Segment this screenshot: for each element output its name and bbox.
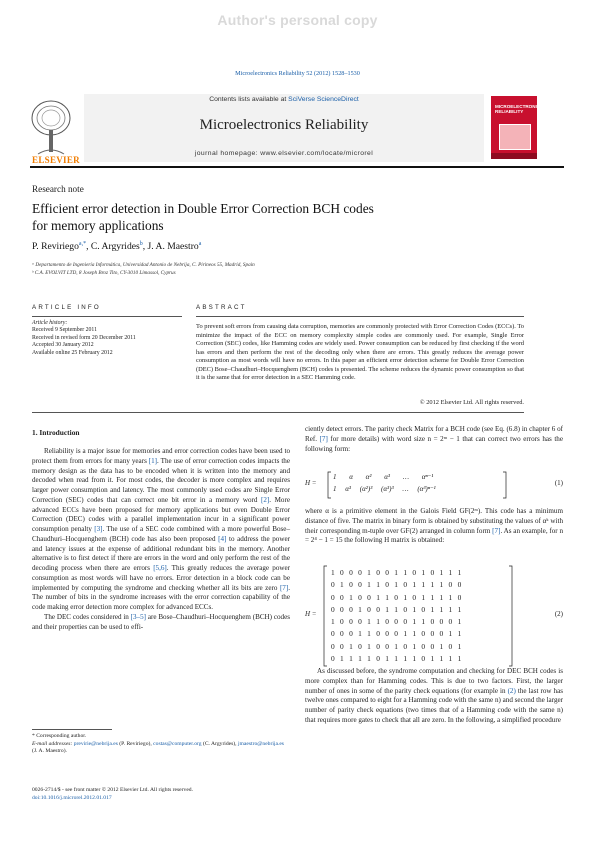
text-run: to address the power and latency issues at the expense of additional redundant bits in the memory. Another alternative is to first detect if there are errors in the word and only perform the rest of the decoding process when there are errors xyxy=(32,534,290,572)
author-3-affiliation[interactable]: a xyxy=(198,241,202,247)
journal-title: Microelectronics Reliability xyxy=(199,117,369,133)
text-run: where α is a primitive element in the Galois Field GF(2ᵐ). This code has a minimum distance of five. The matrix in binary form is obtained by substituting the values of αᵏ with their corresponding m-tuple over GF(2) arranged in column form xyxy=(305,507,563,535)
footnote-rule xyxy=(32,729,112,730)
title-line-2: for memory applications xyxy=(32,217,164,233)
author-2-affiliation[interactable]: b xyxy=(139,241,143,247)
matrix-row: 0 1 0 0 1 1 0 1 0 1 1 1 1 0 0 xyxy=(331,580,462,590)
abstract-copyright: © 2012 Elsevier Ltd. All rights reserved. xyxy=(419,399,524,406)
text-run: . The use of error correction codes impacts the memory design as the data has to be encoded when it is written into the memory and decoded when read from it. For most codes, the decoder is more complex and requires larger power consumption and latency. The most commonly used codes are Single Error Correction (SEC) codes that can correct one bit error in a memory word xyxy=(32,456,290,504)
equation-1-number: (1) xyxy=(554,479,563,487)
matrix-row: 0 1 1 1 1 0 1 1 1 1 0 1 1 1 1 xyxy=(331,654,462,664)
matrix-row: 0 0 1 0 1 0 0 1 0 1 0 0 1 0 1 xyxy=(331,641,462,651)
author-3: , J. A. Maestro xyxy=(142,241,199,253)
abstract-rule-bottom xyxy=(32,412,524,413)
citation-ref[interactable]: [7] xyxy=(319,434,328,443)
article-info-heading: ARTICLE INFO xyxy=(32,304,101,311)
introduction-body xyxy=(32,447,290,632)
citation-ref[interactable]: [5,6] xyxy=(153,564,167,572)
article-type: Research note xyxy=(32,184,84,194)
article-title xyxy=(32,201,462,234)
matrix-row: 1 0 0 0 1 1 0 0 0 1 1 0 0 0 1 xyxy=(331,617,462,627)
cover-band xyxy=(491,153,537,159)
citation-ref[interactable]: [3–5] xyxy=(130,612,147,621)
email-link[interactable]: costas@computer.org xyxy=(153,740,202,747)
journal-cover-image xyxy=(491,96,544,159)
elsevier-tree-logo-icon xyxy=(30,96,72,160)
title-line-1: Efficient error detection in Double Error Correction BCH codes xyxy=(32,201,374,216)
text-run: . The number of bits in the syndrome increases with the error correction capability of the code making error detection more complex for advanced ECCs. xyxy=(32,583,290,611)
email-link[interactable]: jmaestro@nebrija.es xyxy=(237,740,284,747)
watermark: Author's personal copy xyxy=(217,12,378,28)
email-owner: (C. Argyrides), xyxy=(201,740,238,747)
text-run: are Bose–Chaudhuri–Hocquenghem (BCH) codes and their properties can be used to effi- xyxy=(32,612,291,631)
history-label: Article history: xyxy=(32,320,68,326)
equation-1-row-1: 1 α α² α³ … αⁿ⁻¹ xyxy=(333,473,434,481)
affiliation-b: ᵇ C.A. EVOLVIT LTD, 8 Joseph Broz Tito, CY-3010 Limassol, Cyprus xyxy=(32,270,176,276)
text-run: the last row has twelve ones compared to eight for a Hamming code with the same n) and second the larger number of parity check equations (two times that of a Hamming code with the same n) that requires more gates to check that all are zero. In the following, a simplified procedure xyxy=(305,686,563,724)
right-column-paragraph-2 xyxy=(305,507,563,546)
journal-homepage[interactable]: journal homepage: www.elsevier.com/locate/microrel xyxy=(194,150,374,157)
intro-paragraph-1 xyxy=(32,447,290,613)
matrix-row: 0 0 1 0 0 1 1 0 1 0 1 1 1 1 0 xyxy=(331,592,462,602)
citation-ref[interactable]: [3] xyxy=(94,525,103,533)
footnotes xyxy=(32,733,290,756)
paragraph xyxy=(305,667,563,726)
matrix-row: 0 0 0 1 1 0 0 0 1 1 0 0 0 1 1 xyxy=(331,629,462,639)
text-run: ciently detect errors. The parity check Matrix for a BCH code (see Eq. (6.8) in chapter 6 of Ref. xyxy=(305,425,563,443)
equation-1-row-2: 1 α³ (α²)³ (α³)³ … (α³)ⁿ⁻¹ xyxy=(333,485,436,493)
author-2: , C. Argyrides xyxy=(86,241,140,253)
section-heading-introduction: 1. Introduction xyxy=(32,428,80,437)
text-run: Reliability is a major issue for memories and error correction codes have been used to protect them from errors for many years xyxy=(32,447,290,465)
equation-ref[interactable]: (2) xyxy=(507,686,516,695)
info-rule-top xyxy=(32,316,182,317)
corresponding-author-note: * Corresponding author. xyxy=(32,733,87,739)
contents-prefix: Contents lists available at xyxy=(209,96,289,103)
history-online: Available online 25 February 2012 xyxy=(32,349,113,356)
equation-1-lhs: H = xyxy=(305,479,317,487)
history-received: Received 9 September 2011 xyxy=(32,327,97,334)
text-run: . As an example, for n = 2⁴ − 1 = 15 the following H matrix is obtained: xyxy=(305,526,563,545)
email-label: E-mail addresses: xyxy=(32,740,74,747)
text-run: . The use of a SEC code combined with a more powerful Bose–Chaudhuri–Hocquenghem (BCH) code has also been proposed xyxy=(32,525,291,543)
author-1: P. Reviriego xyxy=(32,241,79,253)
abstract-heading: ABSTRACT xyxy=(196,304,247,311)
history-revised: Received in revised form 20 December 2011 xyxy=(32,334,136,341)
text-run: As discussed before, the syndrome computation and checking for DEC BCH codes is more complex than for Hamming codes. This is due to two factors. First, the larger number of ones in some of the parity check equations (for example in xyxy=(305,667,563,695)
matrix-row: 0 0 0 1 0 0 1 1 0 1 0 1 1 1 1 xyxy=(331,604,462,614)
text-run: . More advanced ECCs have been proposed for memory applications but even Double Error Correction (DEC) codes with a parallel implementation incur in a significant power consumption penalty xyxy=(32,495,290,533)
equation-2-lhs: H = xyxy=(305,610,317,618)
matrix-row: 1 0 0 0 1 0 0 1 1 0 1 0 1 1 1 xyxy=(331,568,462,577)
equation-2-matrix xyxy=(331,567,461,665)
text-run: The DEC codes considered in xyxy=(44,612,131,621)
article-history xyxy=(32,320,182,357)
affiliation-a: ᵃ Departamento de Ingeniería Informática, Universidad Antonio de Nebrija, C. Pirineos 55, Madrid, Spain xyxy=(32,262,255,268)
author-1-affiliation[interactable]: a,* xyxy=(78,241,87,247)
doi-link[interactable]: doi:10.1016/j.microrel.2012.01.017 xyxy=(32,794,112,801)
text-run: . This greatly reduces the average power consumption as most words will have no errors. Error detection in a block code can be implemented by computing the syndrome and checking whether all its bits are zero xyxy=(32,564,290,592)
citation-ref[interactable]: [1] xyxy=(148,456,158,465)
right-column-paragraph-1 xyxy=(305,425,563,454)
abstract-rule-top xyxy=(196,316,524,317)
email-addresses xyxy=(32,741,290,756)
sciencedirect-link[interactable]: SciVerse ScienceDirect xyxy=(288,96,359,103)
contents-line xyxy=(84,96,484,103)
header-divider xyxy=(30,166,564,168)
cover-title: MICROELECTRONICS RELIABILITY xyxy=(495,104,544,115)
citation-ref[interactable]: [2] xyxy=(261,495,270,504)
email-owner: (J. A. Maestro). xyxy=(32,748,67,755)
equation-2 xyxy=(305,565,563,667)
citation-ref[interactable]: [7] xyxy=(492,526,501,535)
journal-citation[interactable]: Microelectronics Reliability 52 (2012) 1528–1530 xyxy=(235,70,360,77)
email-owner: (P. Reviriego), xyxy=(117,740,154,747)
author-list xyxy=(32,241,201,252)
cover-picture xyxy=(499,124,531,150)
equation-2-number: (2) xyxy=(554,610,563,618)
publisher-name: ELSEVIER xyxy=(32,155,80,165)
email-link[interactable]: previrie@nebrija.es xyxy=(73,740,118,747)
publication-identifiers xyxy=(32,787,290,802)
text-run: for more details) with word size n = 2ᵐ − 1 that can correct two errors has the following form: xyxy=(305,434,564,453)
citation-ref[interactable]: [7] xyxy=(279,583,289,592)
intro-paragraph-2 xyxy=(32,613,290,633)
citation-ref[interactable]: [4] xyxy=(218,534,227,543)
equation-1 xyxy=(305,470,563,500)
right-column-paragraph-3 xyxy=(305,667,563,726)
history-accepted: Accepted 30 January 2012 xyxy=(32,342,94,349)
issn-line: 0026-2714/$ - see front matter © 2012 Elsevier Ltd. All rights reserved. xyxy=(32,787,193,793)
abstract-text: To prevent soft errors from causing data corruption, memories are commonly protected with Error Correction Codes (ECCs). To minimize the impact of the ECC on memory complexity simple codes are commonly used. For example, Single Error Correction (SEC) codes, like Hamming codes are widely used. Power consumption can be reduced by first checking if the word has errors and then perform the rest of the decoding only when there are errors. This greatly reduces the average power consumption as most words will have no errors. In this paper an efficient error detection scheme for Double Error Correction (DEC) Bose–Chaudhuri–Hocquenghem (BCH) codes is presented. The scheme reduces the dynamic power consumption so that it is the same that for error detection in a SEC Hamming code. xyxy=(196,323,524,381)
